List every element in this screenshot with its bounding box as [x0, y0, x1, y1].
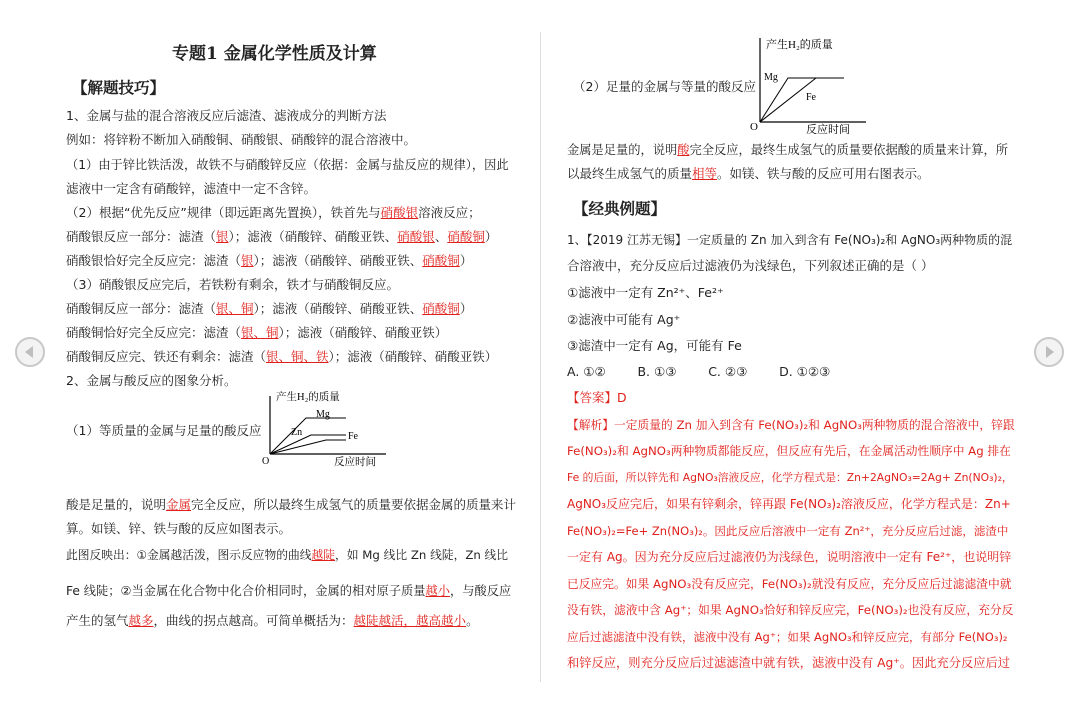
text-line: 产生的氢气越多，曲线的拐点越高。可简单概括为：越陡越活，越高越小。: [66, 613, 479, 628]
column-divider: [540, 32, 541, 682]
explanation-line: Fe 的后面，所以锌先和 AgNO₃溶液反应，化学方程式是：Zn+2AgNO₃=2Ag+ Zn(NO₃)₂，: [567, 471, 1013, 484]
explanation-line: 一定有 Ag。因为充分反应后过滤液仍为浅绿色，说明溶液中一定有 Fe²⁺，也说明锌: [567, 550, 1012, 564]
document-title: 专题1 金属化学性质及计算: [172, 44, 377, 64]
series-label-fe: Fe: [348, 431, 358, 442]
section-heading-tips: 【解题技巧】: [72, 78, 166, 97]
answer-fill: 硝酸银: [380, 205, 419, 220]
text-line: 硝酸铜恰好完全反应完：滤渣（银、铜）；滤液（硝酸锌、硝酸亚铁）: [66, 325, 448, 340]
text-line: 算。如镁、锌、铁与酸的反应如图表示。: [66, 521, 292, 536]
explanation-line: Fe(NO₃)₂和 AgNO₃两种物质都能反应，但反应有先后，在金属活动性顺序中 Ag 排在: [567, 444, 1011, 458]
text-line: 硝酸银反应一部分：滤渣（银）；滤液（硝酸锌、硝酸亚铁、硝酸银、硝酸铜）: [66, 229, 498, 244]
explanation-line: 没有铁，滤液中含 Ag⁺；如果 AgNO₃恰好和锌反应完，Fe(NO₃)₂也没有反应，充分反: [567, 603, 1014, 617]
text-line: （1）由于锌比铁活泼，故铁不与硝酸锌反应（依据：金属与盐反应的规律），因此: [66, 158, 509, 172]
text-line: 例如：将锌粉不断加入硝酸铜、硝酸银、硝酸锌的混合溶液中。: [66, 132, 417, 147]
next-page-button[interactable]: [1034, 337, 1064, 367]
origin-label: O: [262, 456, 270, 467]
text-line: 硝酸银恰好完全反应完：滤渣（银）；滤液（硝酸锌、硝酸亚铁、硝酸铜）: [66, 253, 473, 268]
series-label-fe: Fe: [806, 92, 816, 103]
hydrogen-graph-equal-acid: [748, 34, 873, 134]
y-axis-label: 产生H₂的质量: [766, 39, 833, 51]
series-label-mg: Mg: [316, 409, 330, 420]
section-heading-examples: 【经典例题】: [573, 199, 667, 218]
hydrogen-graph-equal-metal: [256, 388, 396, 468]
text-line: 滤液中一定含有硝酸锌，滤渣中一定不含锌。: [66, 181, 317, 196]
series-label-mg: Mg: [764, 72, 778, 83]
graph-caption: （2）足量的金属与等量的酸反应: [573, 79, 756, 94]
chevron-right-icon: [1036, 339, 1062, 365]
text-line: 金属是足量的，说明酸完全反应，最终生成氢气的质量要依据酸的质量来计算，所: [567, 143, 1008, 157]
explanation-line: 已反应完。如果 AgNO₃没有反应完，Fe(NO₃)₂就没有反应，充分反应后过滤滤渣中就: [567, 577, 1012, 591]
explanation-line: AgNO₃反应完后，如果有锌剩余，锌再跟 Fe(NO₃)₂溶液反应，化学方程式是：Zn+: [567, 497, 1011, 511]
x-axis-label: 反应时间: [806, 124, 850, 134]
left-column: [66, 0, 516, 703]
series-label-zn: Zn: [291, 427, 303, 438]
option-line: ①滤液中一定有 Zn²⁺、Fe²⁺: [567, 285, 724, 300]
text-line: Fe 线陡；②当金属在化合物中化合价相同时，金属的相对原子质量越小，与酸反应: [66, 584, 512, 598]
explanation-line: 和锌反应，则充分反应后过滤滤渣中就有铁，滤液中没有 Ag⁺。因此充分反应后过: [567, 656, 1011, 670]
explanation-line: 应后过滤滤渣中没有铁，滤液中没有 Ag⁺；如果 AgNO₃和锌反应完，有部分 Fe(NO₃)₂: [567, 630, 1008, 644]
text-line: 酸是足量的，说明金属完全反应，所以最终生成氢气的质量要依据金属的质量来计: [66, 497, 517, 512]
option-line: ③滤渣中一定有 Ag，可能有 Fe: [567, 338, 742, 353]
text-line: 硝酸铜反应一部分：滤渣（银、铜）；滤液（硝酸锌、硝酸亚铁、硝酸铜）: [66, 301, 473, 316]
question-text: 1、【2019 江苏无锡】一定质量的 Zn 加入到含有 Fe(NO₃)₂和 AgNO₃两种物质的混: [567, 233, 1013, 247]
explanation-line: 【解析】一定质量的 Zn 加入到含有 Fe(NO₃)₂和 AgNO₃两种物质的混合溶液中，锌跟: [567, 418, 1015, 432]
text-line: （3）硝酸银反应完后，若铁粉有剩余，铁才与硝酸铜反应。: [66, 277, 399, 292]
origin-label: O: [750, 121, 758, 133]
text-line: 以最终生成氢气的质量相等。如镁、铁与酸的反应可用右图表示。: [567, 166, 930, 181]
graph-caption: （1）等质量的金属与足量的酸反应: [66, 423, 262, 438]
answer-choices: A. ①② B. ①③ C. ②③ D. ①②③: [567, 364, 831, 379]
text-line: 2、金属与酸反应的图象分析。: [66, 373, 237, 388]
text-line: 1、金属与盐的混合溶液反应后滤渣、滤液成分的判断方法: [66, 108, 387, 123]
explanation-line: Fe(NO₃)₂=Fe+ Zn(NO₃)₂。因此反应后溶液中一定有 Zn²⁺，充分反应后过滤，滤渣中: [567, 524, 1009, 538]
x-axis-label: 反应时间: [334, 457, 376, 468]
y-axis-label: 产生H₂的质量: [276, 392, 340, 403]
prev-page-button[interactable]: [15, 337, 45, 367]
text-line: 硝酸铜反应完、铁还有剩余：滤渣（银、铜、铁）；滤液（硝酸锌、硝酸亚铁）: [66, 349, 498, 364]
text-line: （2）根据“优先反应”规律（即远距离先置换），铁首先与硝酸银溶液反应；: [66, 205, 481, 220]
text-line: 此图反映出：①金属越活泼，图示反应物的曲线越陡，如 Mg 线比 Zn 线陡，Zn 线比: [66, 548, 509, 562]
answer-line: 【答案】D: [567, 390, 627, 405]
right-column: [567, 0, 1015, 703]
question-text: 合溶液中，充分反应后过滤液仍为浅绿色，下列叙述正确的是（ ）: [567, 258, 934, 273]
option-line: ②滤液中可能有 Ag⁺: [567, 312, 681, 327]
chevron-left-icon: [17, 339, 43, 365]
